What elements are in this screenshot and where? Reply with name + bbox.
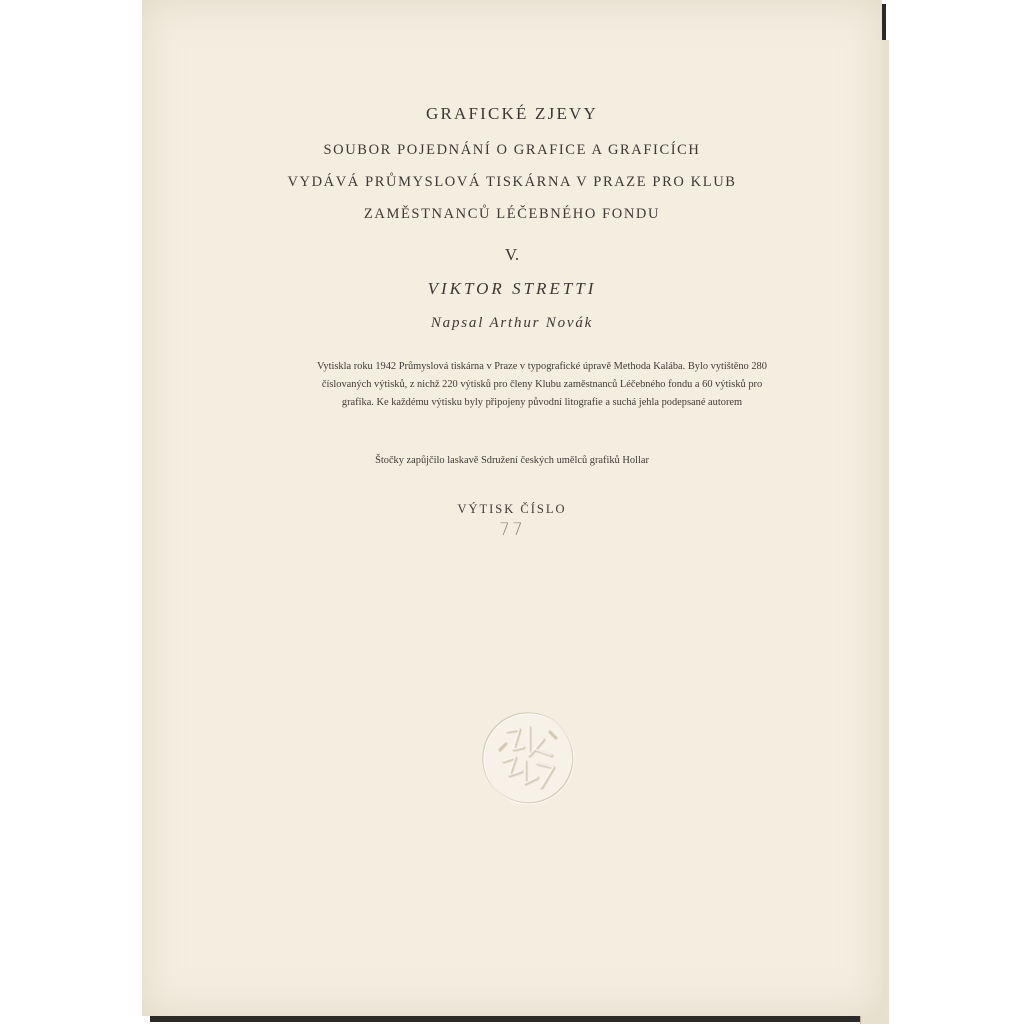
credit-line: Štočky zapůjčilo laskavě Sdružení českých umělců grafiků Hollar <box>375 455 649 466</box>
title-block <box>142 104 882 332</box>
colophon-text: Vytiskla roku 1942 Průmyslová tiskárna v Praze v typografické úpravě Methoda Kalába. Bylo vytištěno 280 číslovaných výtisků, z nichž 220 výtisků pro členy Klubu zaměstnanců Léčebného fondu a 60 výtisků pro grafika. Ke každému výtisku byly připojeny původní litografie a suchá jehla podepsané autorem <box>317 361 767 408</box>
handwritten-copy-number: 77 <box>499 520 525 540</box>
author-line: Napsal Arthur Novák <box>430 315 594 331</box>
artist-name: VIKTOR STRETTI <box>427 279 597 298</box>
blind-emboss-seal-icon <box>480 710 576 806</box>
volume-number: V. <box>504 245 520 264</box>
copy-number-label: VÝTISK ČÍSLO <box>457 502 567 516</box>
series-title: GRAFICKÉ ZJEVY <box>426 104 598 123</box>
subtitle-line-3: ZAMĚSTNANCŮ LÉČEBNÉHO FONDU <box>363 206 661 222</box>
subtitle-line-2: VYDÁVÁ PRŮMYSLOVÁ TISKÁRNA V PRAZE PRO KLUB <box>287 174 737 190</box>
subtitle-line-1: SOUBOR POJEDNÁNÍ O GRAFICE A GRAFICÍCH <box>323 142 701 158</box>
title-page <box>142 0 882 1016</box>
